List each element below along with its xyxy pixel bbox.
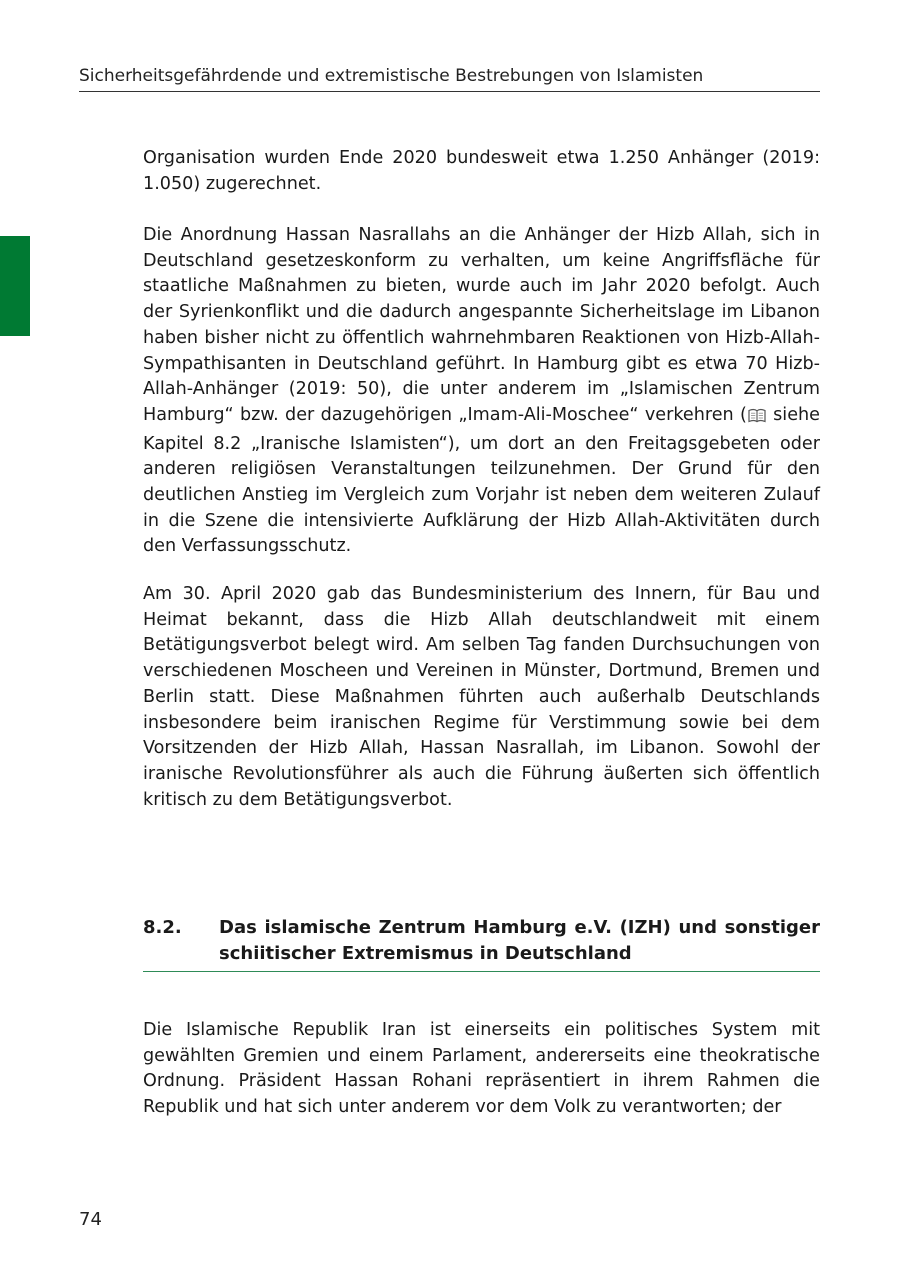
section-heading: [143, 915, 820, 972]
paragraph-1-text: Organisation wurden Ende 2020 bundesweit etwa 1.250 Anhänger (2019: 1.050) zugerechnet.: [143, 148, 820, 194]
paragraph-1: [143, 146, 820, 197]
section-number: 8.2.: [143, 917, 182, 938]
paragraph-2-text: [143, 223, 820, 560]
paragraph-2-text-end: siehe Kapitel 8.2 „Iranische Islamisten“), um dort an den Freitagsgebeten oder anderen religiösen Veranstaltungen teilzunehmen. Der Grund für den deutlichen Anstieg im Vergleich zum Vorjahr ist neben dem weiteren Zulauf in die Szene die intensivierte Aufklärung der Hizb Allah-Aktivitäten durch den Verfassungsschutz.: [143, 404, 820, 557]
page-number: 74: [79, 1209, 102, 1230]
section-title: Das islamische Zentrum Hamburg e.V. (IZH) und sonstiger schiitischer Extremismus in Deutschland: [219, 917, 820, 964]
paragraph-2-text-start: Die Anordnung Hassan Nasrallahs an die Anhänger der Hizb Allah, sich in Deutschland gesetzeskonform zu verhalten, um keine Angriffsfläche für staatliche Maßnahmen zu bieten, wurde auch im Jahr 2020 befolgt. Auch der Syrienkonflikt und die dadurch angespannte Sicherheitslage im Libanon haben bisher nicht zu öffentlich wahrnehmbaren Reaktionen von Hizb-Allah-Sympathisanten in Deutschland geführt. In Hamburg gibt es etwa 70 Hizb-Allah-Anhänger (2019: 50), die unter anderem im „Islamischen Zentrum Hamburg“ bzw. der dazugehörigen „Imam-Ali-Moschee“ verkehren (: [143, 225, 820, 425]
book-icon: [748, 406, 766, 432]
paragraph-4-text: Die Islamische Republik Iran ist einerseits ein politisches System mit gewählten Gremien und einem Parlament, andererseits eine theokratische Ordnung. Präsident Hassan Rohani repräsentiert in ihrem Rahmen die Republik und hat sich unter anderem vor dem Volk zu verantworten; der: [143, 1020, 820, 1118]
chapter-side-tab: [0, 236, 30, 336]
paragraph-4: [143, 1018, 820, 1121]
paragraph-3: [143, 582, 820, 813]
running-header: [79, 64, 820, 92]
paragraph-3-text: Am 30. April 2020 gab das Bundesministerium des Innern, für Bau und Heimat bekannt, dass die Hizb Allah deutschlandweit mit einem Betätigungsverbot belegt wird. Am selben Tag fanden Durchsuchungen von verschiedenen Moscheen und Vereinen in Münster, Dortmund, Bremen und Berlin statt. Diese Maßnahmen führten auch außerhalb Deutschlands insbesondere beim iranischen Regime für Verstimmung sowie bei dem Vorsitzenden der Hizb Allah, Hassan Nasrallah, im Libanon. Sowohl der iranische Revolutionsführer als auch die Führung äußerten sich öffentlich kritisch zu dem Betätigungsverbot.: [143, 584, 820, 810]
paragraph-2: [143, 223, 820, 560]
running-header-title: Sicherheitsgefährdende und extremistische Bestrebungen von Islamisten: [79, 66, 704, 86]
